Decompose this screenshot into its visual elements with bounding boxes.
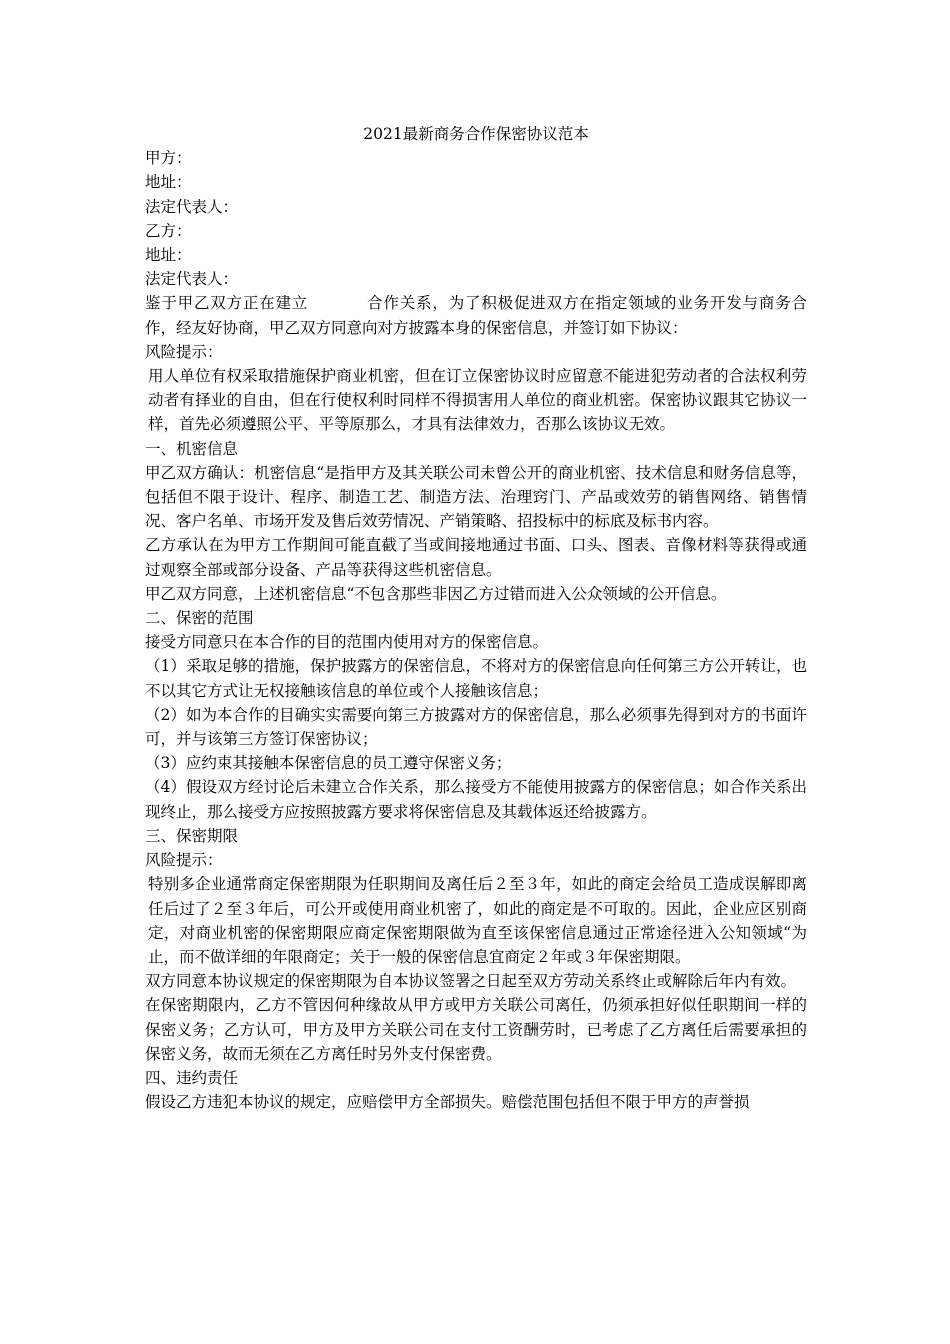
section-4-heading: 四、违约责任: [145, 1068, 239, 1087]
section-2-heading: 二、保密的范围: [145, 609, 254, 628]
party-b-address-label: 地址：: [145, 246, 192, 265]
section-2-item-3: （3）应约束其接触本保密信息的员工遵守保密义务；: [145, 754, 512, 773]
risk-label-1: 风险提示：: [145, 342, 223, 361]
section-3-paragraph-1: 双方同意本协议规定的保密期限为自本协议签署之日起至双方劳动关系终止或解除后年内有效。: [145, 972, 797, 991]
section-2-paragraph-1: 接受方同意只在本合作的目的范围内使用对方的保密信息。: [145, 633, 549, 652]
intro-paragraph: [145, 291, 807, 339]
section-2-item-1: （1）采取足够的措施，保护披露方的保密信息，不将对方的保密信息向任何第三方公开转让，也不以其它方式让无权接触该信息的单位或个人接触该信息；: [145, 657, 807, 700]
section-1-paragraph-1: 甲乙双方确认：机密信息“是指甲方及其关联公司未曾公开的商业机密、技术信息和财务信息等，包括但不限于设计、程序、制造工艺、制造方法、治理窍门、产品或效劳的销售网络、销售情况、客户名单、市场开发及售后效劳情况、产销策略、招投标中的标底及标书内容。: [145, 463, 807, 531]
party-a-representative-label: 法定代表人：: [145, 197, 239, 216]
party-a-label: 甲方：: [145, 149, 192, 168]
section-2-item-4: （4）假设双方经讨论后未建立合作关系，那么接受方不能使用披露方的保密信息；如合作关系出现终止，那么接受方应按照披露方要求将保密信息及其载体返还给披露方。: [145, 778, 807, 821]
party-b-label: 乙方：: [145, 221, 192, 240]
risk-text-2: 特别多企业通常商定保密期限为任职期间及离任后２至３年，如此的商定会给员工造成误解即离任后过了２至３年后，可公开或使用商业机密了，如此的商定是不可取的。因此，企业应区别商定，对商业机密的保密期限应商定保密期限做为直至该保密信息通过正常途径进入公知领域“为止，而不做详细的年限商定；关于一般的保密信息宜商定２年或３年保密期限。: [148, 875, 807, 966]
party-b-representative-label: 法定代表人：: [145, 270, 239, 289]
risk-text-1: 用人单位有权采取措施保护商业机密，但在订立保密协议时应留意不能进犯劳动者的合法权利劳动者有择业的自由，但在行使权利时同样不得损害用人单位的商业机密。保密协议跟其它协议一样，首先必须遵照公平、平等原那么，才具有法律效力，否那么该协议无效。: [148, 367, 807, 434]
section-1-paragraph-2: 乙方承认在为甲方工作期间可能直截了当或间接地通过书面、口头、图表、音像材料等获得或通过观察全部或部分设备、产品等获得这些机密信息。: [145, 536, 807, 579]
section-4-paragraph-1: 假设乙方违犯本协议的规定，应赔偿甲方全部损失。赔偿范围包括但不限于甲方的声誉损: [145, 1093, 750, 1112]
intro-part-1: 鉴于甲乙双方正在建立: [145, 294, 309, 313]
section-1-paragraph-3: 甲乙双方同意，上述机密信息“不包含那些非因乙方过错而进入公众领域的公开信息。: [145, 584, 727, 603]
risk-label-2: 风险提示：: [145, 851, 223, 870]
document-title: 2021最新商务合作保密协议范本: [363, 125, 589, 143]
section-3-paragraph-2: 在保密期限内，乙方不管因何种缘故从甲方或甲方关联公司离任，仍须承担好似任职期间一样的保密义务；乙方认可，甲方及甲方关联公司在支付工资酬劳时，已考虑了乙方离任后需要承担的保密义务，故而无须在乙方离任时另外支付保密费。: [145, 996, 807, 1063]
section-1-heading: 一、机密信息: [145, 439, 239, 458]
party-a-address-label: 地址：: [145, 173, 192, 192]
intro-part-2: 合作关系，为了积极促进双方在指定领域的业务开发与商务合作，经友好协商，甲乙双方同意向对方披露本身的保密信息，并签订如下协议：: [145, 294, 807, 337]
section-3-heading: 三、保密期限: [145, 826, 239, 845]
section-2-item-2: （2）如为本合作的目确实实需要向第三方披露对方的保密信息，那么必须事先得到对方的书面许可，并与该第三方签订保密协议；: [145, 705, 807, 749]
document-page: [145, 122, 807, 1114]
